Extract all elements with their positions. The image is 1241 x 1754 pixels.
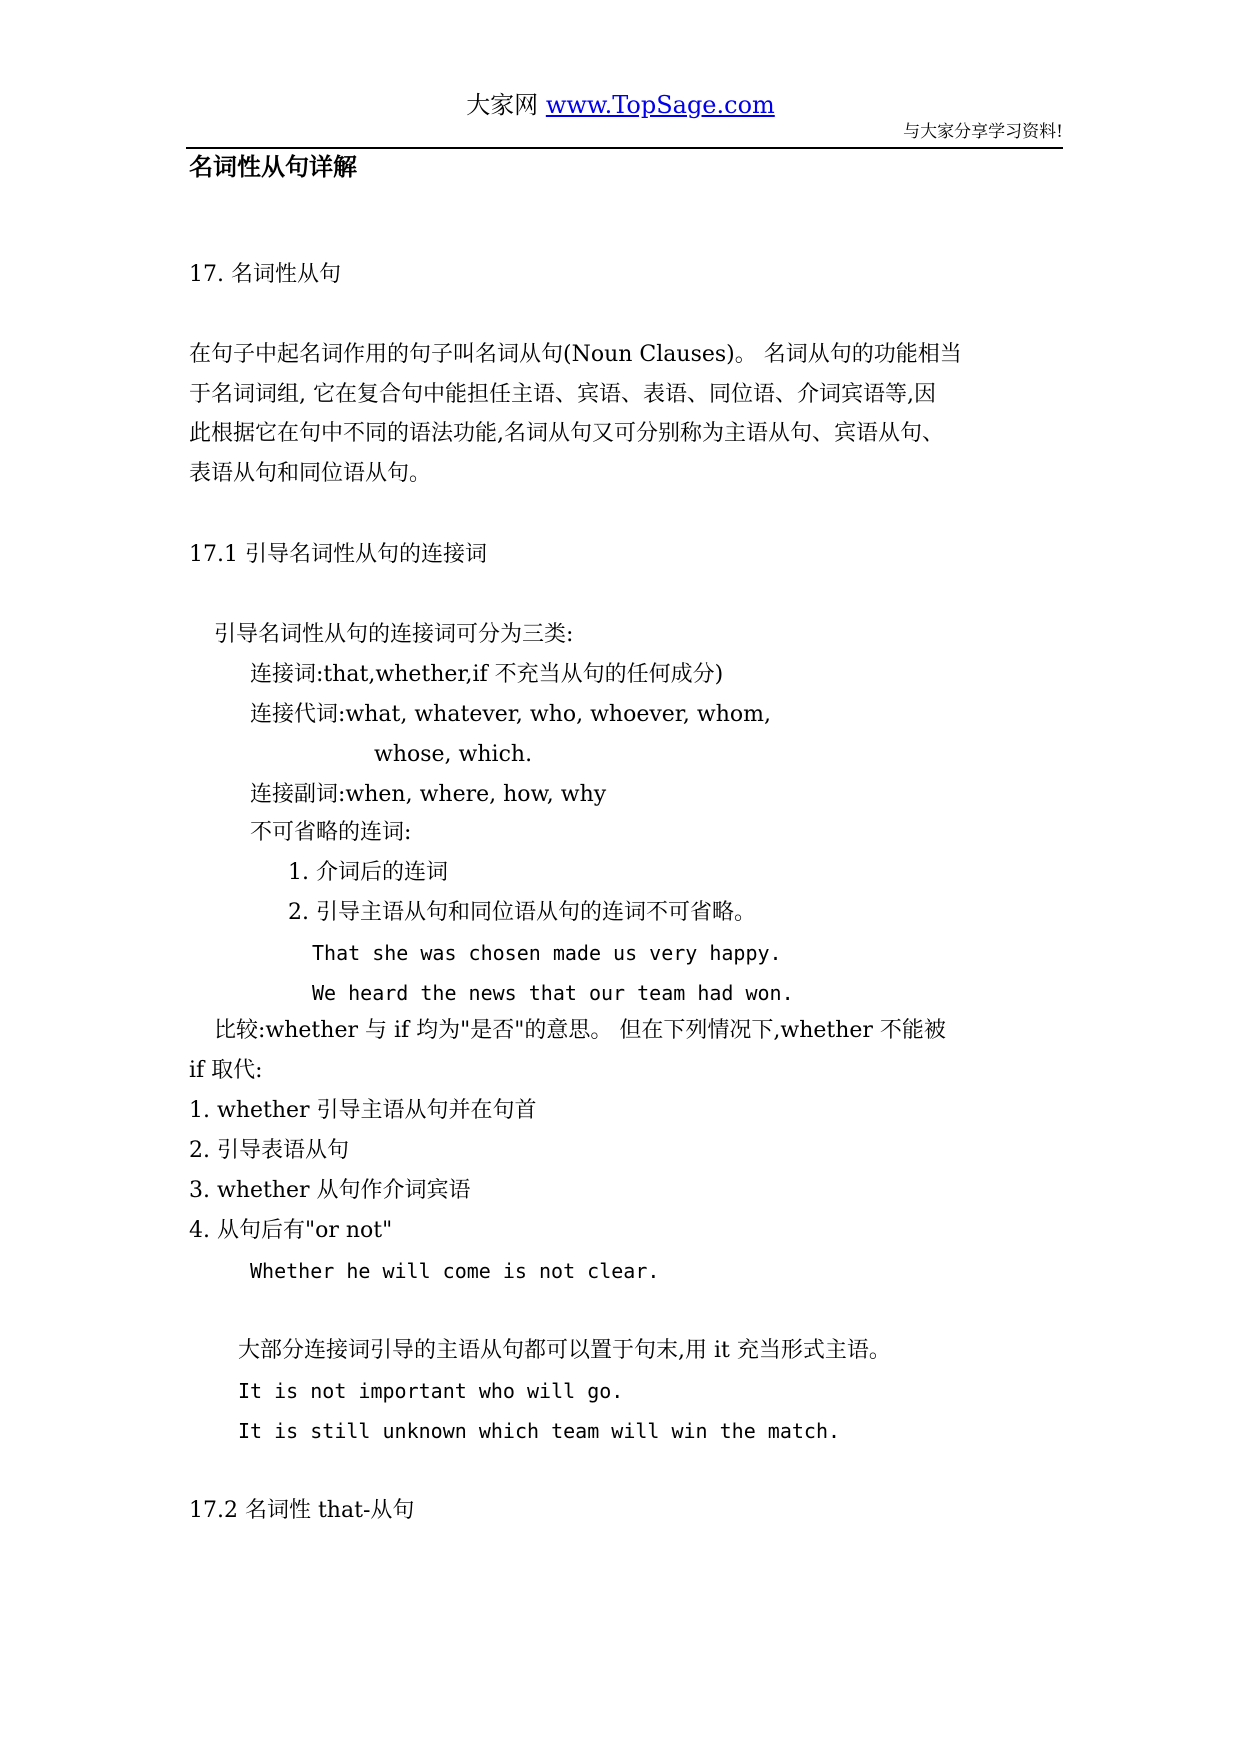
- text-line: 连接词:that,whether,if 不充当从句的任何成分): [250, 662, 724, 687]
- header-divider: [186, 147, 1063, 149]
- intro-line-1: 在句子中起名词作用的句子叫名词从句(Noun Clauses)。 名词从句的功能相当: [189, 342, 962, 367]
- example-sentence: Whether he will come is not clear.: [250, 1259, 660, 1283]
- list-item: 1. 介词后的连词: [288, 860, 448, 885]
- site-link[interactable]: www.TopSage.com: [545, 91, 775, 119]
- text-line: 引导名词性从句的连接词可分为三类:: [214, 622, 574, 647]
- intro-line-4: 表语从句和同位语从句。: [189, 461, 432, 486]
- example-sentence: It is not important who will go.: [238, 1379, 624, 1403]
- section-heading-17-1: 17.1 引导名词性从句的连接词: [189, 542, 487, 567]
- list-item: 2. 引导主语从句和同位语从句的连词不可省略。: [288, 900, 756, 925]
- list-item: 2. 引导表语从句: [189, 1138, 349, 1163]
- list-item: 3. whether 从句作介词宾语: [189, 1178, 471, 1203]
- text-line: 不可省略的连词:: [250, 820, 412, 845]
- section-heading-17: 17. 名词性从句: [189, 262, 341, 287]
- text-line: 连接代词:what, whatever, who, whoever, whom,: [250, 702, 771, 727]
- text-line: 连接副词:when, where, how, why: [250, 782, 607, 807]
- text-line: 大部分连接词引导的主语从句都可以置于句末,用 it 充当形式主语。: [238, 1338, 891, 1363]
- document-title: 名词性从句详解: [189, 152, 357, 181]
- site-name: 大家网: [466, 91, 539, 119]
- section-heading-17-2: 17.2 名词性 that-从句: [189, 1498, 415, 1523]
- text-line: if 取代:: [189, 1058, 263, 1083]
- example-sentence: It is still unknown which team will win the match.: [238, 1419, 841, 1443]
- example-sentence: We heard the news that our team had won.: [312, 981, 794, 1005]
- text-line: 比较:whether 与 if 均为"是否"的意思。 但在下列情况下,whether 不能被: [214, 1018, 946, 1043]
- header-site: [0, 88, 1241, 122]
- intro-line-3: 此根据它在句中不同的语法功能,名词从句又可分别称为主语从句、宾语从句、: [189, 421, 944, 446]
- list-item: 1. whether 引导主语从句并在句首: [189, 1098, 537, 1123]
- intro-line-2: 于名词词组, 它在复合句中能担任主语、宾语、表语、同位语、介词宾语等,因: [189, 382, 936, 407]
- list-item: 4. 从句后有"or not": [189, 1218, 393, 1243]
- example-sentence: That she was chosen made us very happy.: [312, 941, 782, 965]
- text-line: whose, which.: [374, 742, 533, 767]
- header-tagline: 与大家分享学习资料!: [903, 122, 1063, 142]
